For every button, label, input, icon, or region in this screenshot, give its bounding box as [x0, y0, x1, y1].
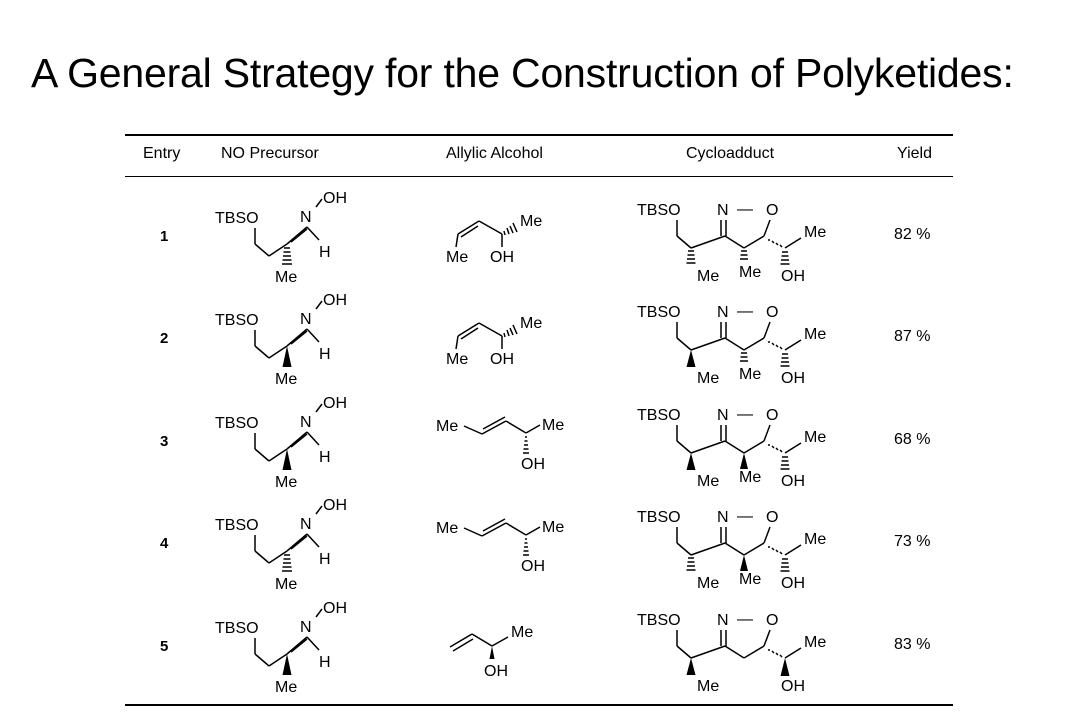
tbso-label: TBSO — [215, 210, 259, 227]
hashed-wedge-bond — [781, 354, 790, 366]
me-label: Me — [511, 624, 534, 641]
n-label: N — [717, 202, 729, 219]
yield-value: 82 % — [894, 226, 931, 243]
solid-wedge-bond — [283, 654, 292, 675]
hashed-wedge-bond — [781, 457, 790, 469]
me-label: Me — [804, 326, 827, 343]
oh-label: OH — [781, 370, 805, 387]
n-label: N — [300, 209, 312, 226]
o-label: O — [766, 202, 779, 219]
hashed-wedge-bond — [768, 445, 782, 452]
tbso-label: TBSO — [215, 312, 259, 329]
oh-label: OH — [521, 456, 545, 473]
oh-label: OH — [323, 292, 347, 309]
me-label: Me — [739, 366, 762, 383]
tbso-label: TBSO — [637, 304, 681, 321]
solid-wedge-bond — [740, 555, 748, 571]
me-label: Me — [446, 351, 469, 368]
solid-wedge-bond — [687, 350, 696, 367]
no-bond: — — [737, 611, 753, 628]
no-bond: — — [737, 303, 753, 320]
oh-label: OH — [323, 190, 347, 207]
h-label: H — [319, 551, 331, 568]
hashed-wedge-bond — [768, 547, 782, 554]
oh-label: OH — [521, 558, 545, 575]
solid-wedge-bond — [490, 646, 495, 659]
yield-value: 83 % — [894, 636, 931, 653]
me-label: Me — [739, 469, 762, 486]
yield-value: 87 % — [894, 328, 931, 345]
tbso-label: TBSO — [637, 509, 681, 526]
entry-number: 5 — [160, 638, 169, 655]
oxime-structure — [207, 596, 357, 696]
oxime-structure — [207, 493, 357, 593]
me-label: Me — [275, 269, 298, 286]
header-yield: Yield — [897, 145, 932, 162]
solid-wedge-bond — [283, 449, 292, 470]
me-label: Me — [804, 429, 827, 446]
me-label: Me — [697, 678, 720, 695]
me-label: Me — [542, 519, 565, 536]
no-bond: — — [737, 201, 753, 218]
me-label: Me — [804, 531, 827, 548]
n-label: N — [300, 414, 312, 431]
isoxazoline-structure — [629, 192, 869, 292]
oxime-structure — [207, 391, 357, 491]
h-label: H — [319, 244, 331, 261]
oh-label: OH — [781, 678, 805, 695]
o-label: O — [766, 304, 779, 321]
me-label: Me — [697, 473, 720, 490]
tbso-label: TBSO — [637, 202, 681, 219]
solid-wedge-bond — [283, 346, 292, 367]
me-label: Me — [275, 474, 298, 491]
allylic-alcohol-structure — [434, 503, 584, 583]
entry-number: 2 — [160, 330, 169, 347]
entry-number: 1 — [160, 228, 169, 245]
isoxazoline-structure — [629, 294, 869, 394]
oh-label: OH — [781, 575, 805, 592]
oxime-structure — [207, 186, 357, 286]
solid-wedge-bond — [687, 658, 696, 675]
me-label: Me — [275, 679, 298, 696]
me-label: Me — [542, 417, 565, 434]
oh-label: OH — [490, 249, 514, 266]
hashed-wedge-bond — [740, 353, 748, 361]
solid-wedge-bond — [687, 453, 696, 470]
me-label: Me — [275, 576, 298, 593]
me-label: Me — [436, 418, 459, 435]
header-entry: Entry — [143, 145, 181, 162]
me-label: Me — [520, 213, 543, 230]
me-label: Me — [739, 264, 762, 281]
n-label: N — [717, 612, 729, 629]
oh-label: OH — [323, 497, 347, 514]
hashed-wedge-bond — [282, 248, 292, 264]
n-label: N — [717, 304, 729, 321]
n-label: N — [717, 407, 729, 424]
n-label: N — [300, 311, 312, 328]
hashed-wedge-bond — [282, 555, 292, 571]
solid-wedge-bond — [781, 658, 790, 676]
table-bottom-rule — [125, 704, 953, 706]
allylic-alcohol-structure — [444, 196, 554, 276]
yield-value: 68 % — [894, 431, 931, 448]
me-label: Me — [697, 268, 720, 285]
tbso-label: TBSO — [215, 517, 259, 534]
isoxazoline-structure — [629, 499, 869, 599]
solid-wedge-bond — [740, 453, 748, 469]
me-label: Me — [697, 575, 720, 592]
hashed-wedge-bond — [740, 251, 748, 259]
hashed-wedge-bond — [768, 650, 782, 657]
page-title: A General Strategy for the Construction of Polyketides: — [31, 50, 1014, 96]
tbso-label: TBSO — [215, 620, 259, 637]
hashed-wedge-bond — [768, 240, 782, 247]
hashed-wedge-bond — [768, 342, 782, 349]
no-bond: — — [737, 406, 753, 423]
table-header-rule — [125, 176, 953, 177]
me-label: Me — [804, 224, 827, 241]
hashed-wedge-bond — [687, 251, 696, 263]
o-label: O — [766, 612, 779, 629]
n-label: N — [717, 509, 729, 526]
oxime-structure — [207, 288, 357, 388]
tbso-label: TBSO — [637, 612, 681, 629]
me-label: Me — [436, 520, 459, 537]
h-label: H — [319, 449, 331, 466]
me-label: Me — [804, 634, 827, 651]
header-no-precursor: NO Precursor — [221, 145, 319, 162]
no-bond: — — [737, 508, 753, 525]
tbso-label: TBSO — [637, 407, 681, 424]
o-label: O — [766, 509, 779, 526]
header-allylic-alcohol: Allylic Alcohol — [446, 145, 543, 162]
allylic-alcohol-structure — [434, 401, 584, 481]
hashed-wedge-bond — [523, 539, 529, 555]
allylic-alcohol-structure — [444, 606, 554, 686]
oh-label: OH — [781, 473, 805, 490]
oh-label: OH — [490, 351, 514, 368]
hashed-wedge-bond — [504, 325, 517, 337]
hashed-wedge-bond — [504, 223, 517, 235]
h-label: H — [319, 654, 331, 671]
oh-label: OH — [323, 395, 347, 412]
n-label: N — [300, 516, 312, 533]
yield-value: 73 % — [894, 533, 931, 550]
o-label: O — [766, 407, 779, 424]
me-label: Me — [275, 371, 298, 388]
entry-number: 4 — [160, 535, 169, 552]
me-label: Me — [697, 370, 720, 387]
hashed-wedge-bond — [781, 559, 790, 571]
hashed-wedge-bond — [687, 558, 696, 570]
oh-label: OH — [781, 268, 805, 285]
me-label: Me — [446, 249, 469, 266]
header-cycloadduct: Cycloadduct — [686, 145, 775, 162]
hashed-wedge-bond — [523, 437, 529, 453]
hashed-wedge-bond — [781, 252, 790, 264]
me-label: Me — [520, 315, 543, 332]
isoxazoline-structure — [629, 602, 869, 702]
allylic-alcohol-structure — [444, 298, 554, 378]
oh-label: OH — [484, 663, 508, 680]
entry-number: 3 — [160, 433, 169, 450]
me-label: Me — [739, 571, 762, 588]
h-label: H — [319, 346, 331, 363]
table-top-rule — [125, 134, 953, 136]
isoxazoline-structure — [629, 397, 869, 497]
n-label: N — [300, 619, 312, 636]
tbso-label: TBSO — [215, 415, 259, 432]
oh-label: OH — [323, 600, 347, 617]
